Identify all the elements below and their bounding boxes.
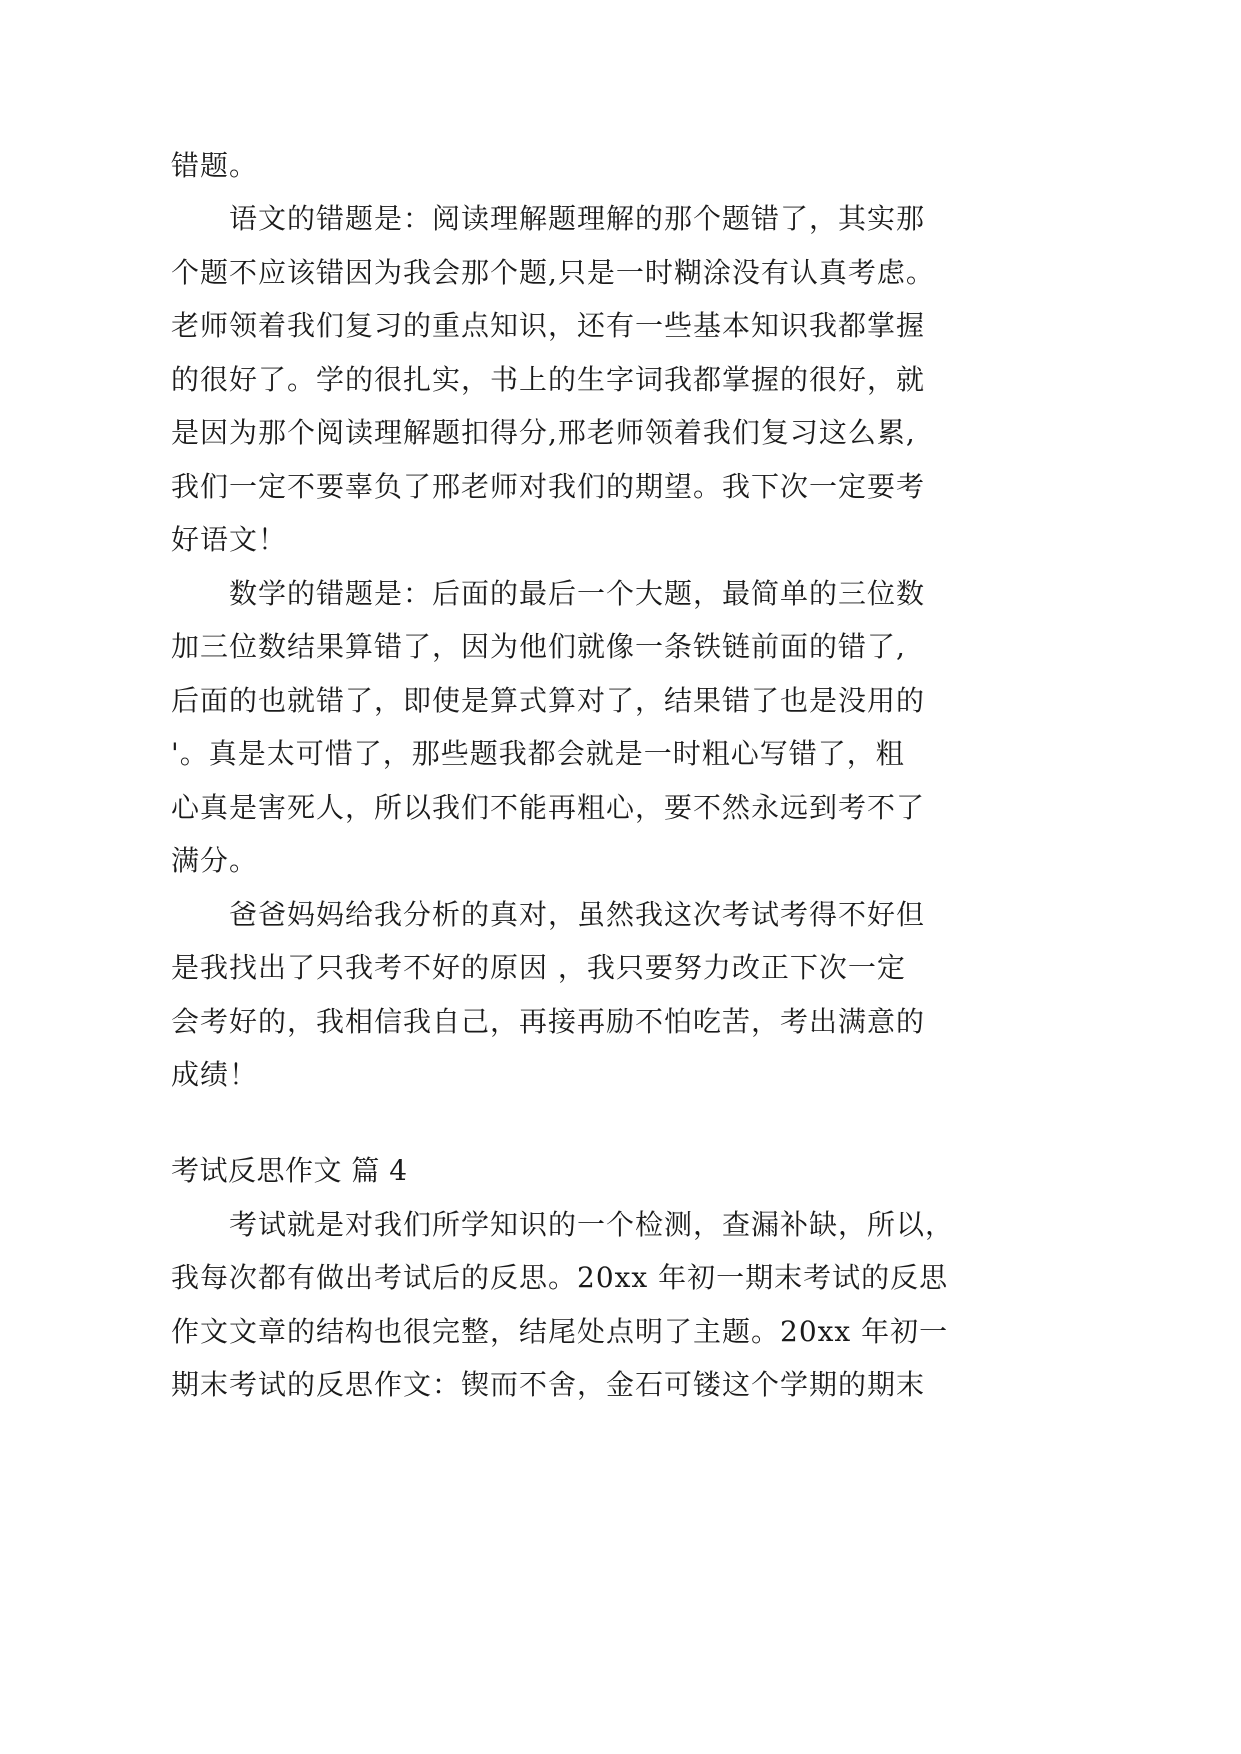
text-line: 满分。 — [171, 844, 259, 877]
text-line: 我每次都有做出考试后的反思。20xx 年初一期末考试的反思 — [171, 1261, 949, 1294]
paragraph-first-line: 爸爸妈妈给我分析的真对，虽然我这次考试考得不好但 — [229, 898, 926, 931]
text-line: 好语文！ — [171, 523, 288, 556]
text-line: 是我找出了只我考不好的原因 ，我只要努力改正下次一定 — [171, 951, 906, 984]
text-line: 的很好了。学的很扎实，书上的生字词我都掌握的很好，就 — [171, 363, 926, 396]
section-heading: 考试反思作文 篇 4 — [171, 1154, 408, 1187]
text-line: 老师领着我们复习的重点知识，还有一些基本知识我都掌握 — [171, 309, 926, 342]
paragraph-first-line: 数学的错题是：后面的最后一个大题，最简单的三位数 — [229, 577, 926, 610]
text-line: 是因为那个阅读理解题扣得分,邢老师领着我们复习这么累, — [171, 416, 916, 449]
text-line: 成绩！ — [171, 1058, 259, 1091]
text-line: 期末考试的反思作文：锲而不舍，金石可镂这个学期的期末 — [171, 1368, 926, 1401]
text-line: 心真是害死人，所以我们不能再粗心，要不然永远到考不了 — [171, 791, 926, 824]
text-line: 作文文章的结构也很完整，结尾处点明了主题。20xx 年初一 — [171, 1315, 949, 1348]
text-line: 会考好的，我相信我自己，再接再励不怕吃苦，考出满意的 — [171, 1005, 926, 1038]
paragraph-first-line: 语文的错题是：阅读理解题理解的那个题错了，其实那 — [229, 202, 926, 235]
text-line: 个题不应该错因为我会那个题,只是一时糊涂没有认真考虑。 — [171, 256, 935, 289]
text-line: 后面的也就错了，即使是算式算对了，结果错了也是没用的 — [171, 684, 926, 717]
paragraph-first-line: 考试就是对我们所学知识的一个检测，查漏补缺，所以， — [229, 1208, 955, 1241]
text-line: 错题。 — [171, 149, 259, 182]
text-line: 我们一定不要辜负了邢老师对我们的期望。我下次一定要考 — [171, 470, 926, 503]
text-line: 加三位数结果算错了，因为他们就像一条铁链前面的错了, — [171, 630, 906, 663]
text-line: '。真是太可惜了，那些题我都会就是一时粗心写错了，粗 — [171, 737, 905, 770]
